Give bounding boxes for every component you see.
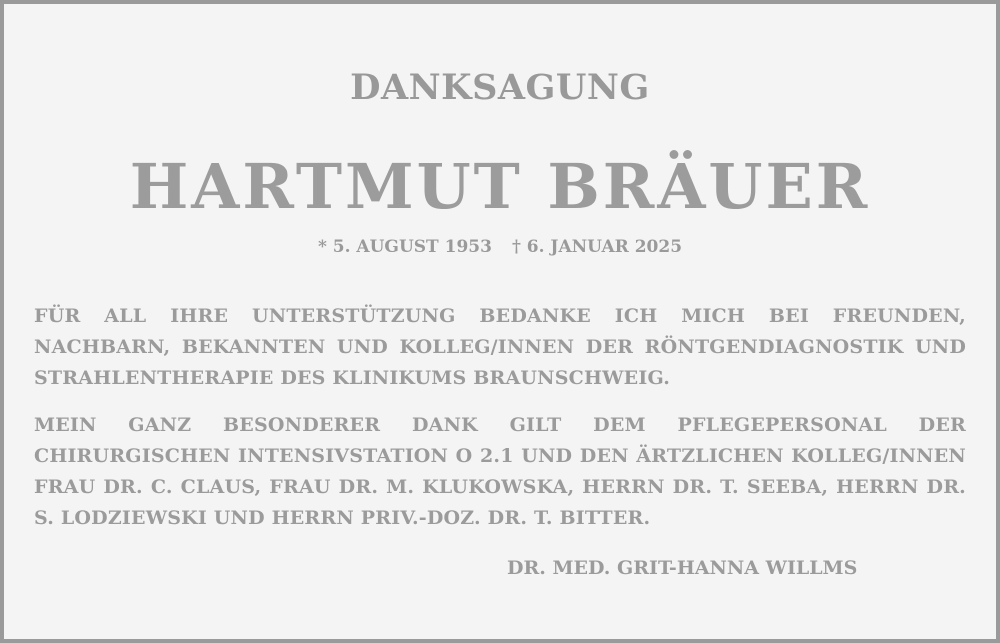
thanks-paragraph-1: FÜR ALL IHRE UNTERSTÜTZUNG BEDANKE ICH MICH BEI FREUNDEN, NACHBARN, BEKANNTEN UND KOLLEG/INNEN DER RÖNTGENDIAGNOSTIK UND STRAHLENTHERAPIE DES KLINIKUMS BRAUNSCHWEIG.	[34, 305, 966, 389]
signature: DR. MED. GRIT-HANNA WILLMS	[507, 557, 858, 579]
birth-date: * 5. AUGUST 1953	[317, 237, 492, 257]
thanks-paragraph-2: MEIN GANZ BESONDERER DANK GILT DEM PFLEGEPERSONAL DER CHIRURGISCHEN INTENSIVSTATION O 2.1 UND DEN ÄRTZLICHEN KOLLEG/INNEN FRAU DR. C. CLAUS, FRAU DR. M. KLUKOWSKA, HERRN DR. T. SEEBA, HERRN DR. S. LODZIEWSKI UND HERRN PRIV.-DOZ. DR. T. BITTER.	[34, 414, 966, 529]
heading: DANKSAGUNG	[350, 67, 650, 108]
deceased-name: HARTMUT BRÄUER	[129, 150, 871, 223]
obituary-card	[4, 4, 996, 639]
life-dates	[4, 235, 996, 259]
death-date: † 6. JANUAR 2025	[511, 237, 683, 257]
